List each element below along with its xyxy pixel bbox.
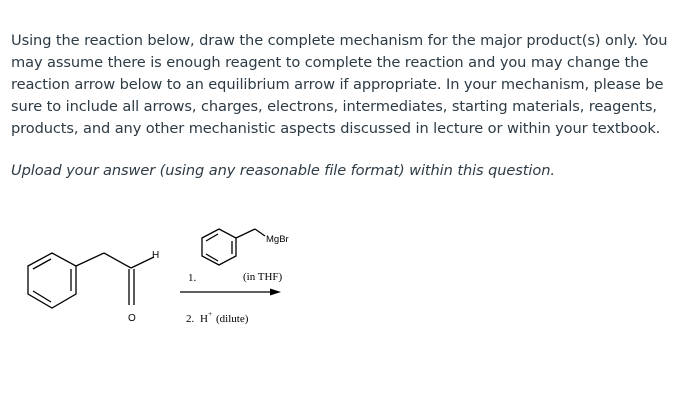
benzene-ring	[28, 253, 76, 308]
upload-instruction: Upload your answer (using any reasonable file format) within this question.	[11, 162, 555, 179]
grignard-reagent	[202, 229, 265, 265]
starting-material	[28, 253, 154, 308]
reaction-arrow	[180, 289, 281, 296]
step1-number: 1.	[188, 272, 197, 284]
solvent-label: (in THF)	[243, 271, 283, 283]
step2-condition: (dilute)	[216, 313, 249, 325]
reaction-scheme	[0, 220, 692, 340]
ch2-bond	[76, 253, 104, 266]
reagent-mgbr-label: MgBr	[266, 234, 289, 245]
step2-number: 2.	[186, 313, 195, 325]
step2-acid-charge: +	[208, 309, 213, 318]
step2-conditions	[186, 309, 249, 325]
reagent-benzene-ring	[202, 229, 236, 265]
aldehyde-o-label: O	[128, 313, 136, 324]
question-prompt: Using the reaction below, draw the complete mechanism for the major product(s) only. You may assume there is enough reagent to complete the reaction and you may change the reaction arrow below to an equilibrium arrow if appropriate. In your mechanism, please be sure to include all arrows, charges, electrons, intermediates, starting materials, reagents, products, and any other mechanistic aspects discussed in lecture or within your textbook.	[11, 32, 668, 137]
aldehyde-h-label: H	[152, 250, 160, 261]
aldehyde-ch-bond	[131, 257, 154, 268]
step2-acid: H	[200, 313, 208, 325]
